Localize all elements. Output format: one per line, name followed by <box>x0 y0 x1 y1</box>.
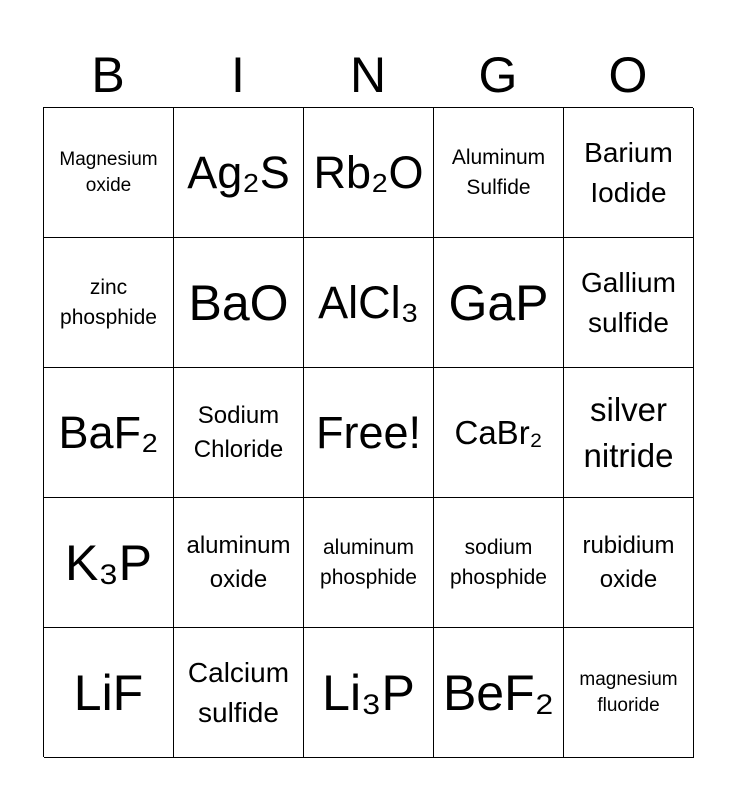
bingo-cell[interactable]: Gallium sulfide <box>564 238 694 368</box>
header-letter-n: N <box>349 47 387 103</box>
bingo-cell[interactable]: Li₃P <box>304 628 434 758</box>
bingo-cell[interactable]: BaO <box>174 238 304 368</box>
bingo-cell[interactable]: Sodium Chloride <box>174 368 304 498</box>
bingo-cell free-space[interactable]: Free! <box>304 368 434 498</box>
header-letter-g: G <box>478 47 518 103</box>
bingo-cell[interactable]: aluminum phosphide <box>304 498 434 628</box>
bingo-cell[interactable]: Magnesium oxide <box>44 108 174 238</box>
header-letter-b: B <box>91 47 125 103</box>
bingo-cell[interactable]: Barium Iodide <box>564 108 694 238</box>
bingo-cell[interactable]: K₃P <box>44 498 174 628</box>
bingo-cell[interactable]: GaP <box>434 238 564 368</box>
bingo-cell[interactable]: Ag₂S <box>174 108 304 238</box>
bingo-cell[interactable]: BeF₂ <box>434 628 564 758</box>
header-letter-i: I <box>231 47 245 103</box>
bingo-cell[interactable]: Rb₂O <box>304 108 434 238</box>
bingo-cell[interactable]: silver nitride <box>564 368 694 498</box>
bingo-cell[interactable]: AlCl₃ <box>304 238 434 368</box>
bingo-cell[interactable]: magnesium fluoride <box>564 628 694 758</box>
bingo-cell[interactable]: aluminum oxide <box>174 498 304 628</box>
bingo-cell[interactable]: zinc phosphide <box>44 238 174 368</box>
bingo-card-grid <box>43 107 693 757</box>
bingo-cell[interactable]: rubidium oxide <box>564 498 694 628</box>
bingo-cell[interactable]: BaF₂ <box>44 368 174 498</box>
bingo-cell[interactable]: LiF <box>44 628 174 758</box>
bingo-cell[interactable]: Aluminum Sulfide <box>434 108 564 238</box>
bingo-header <box>43 44 693 106</box>
bingo-cell[interactable]: CaBr₂ <box>434 368 564 498</box>
bingo-cell[interactable]: Calcium sulfide <box>174 628 304 758</box>
bingo-cell[interactable]: sodium phosphide <box>434 498 564 628</box>
header-letter-o: O <box>608 47 648 103</box>
